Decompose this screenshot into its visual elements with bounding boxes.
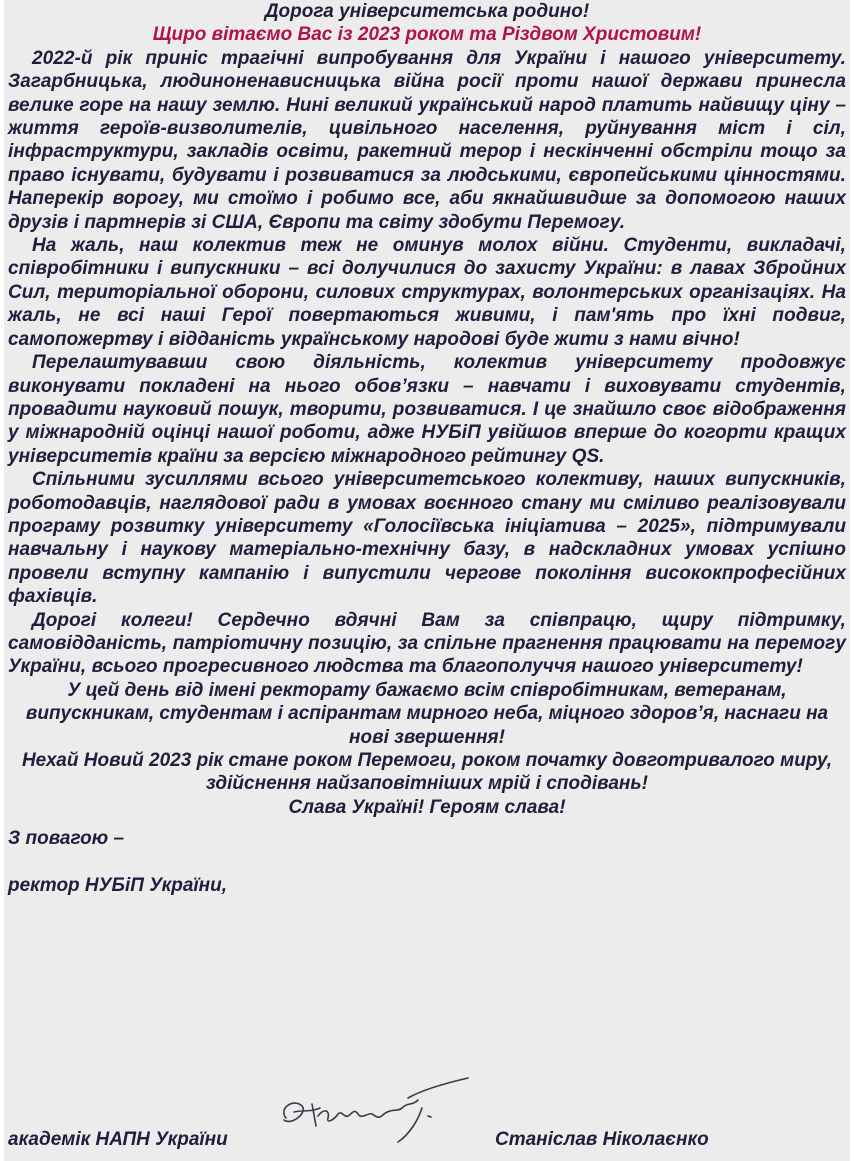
rector-position: ректор НУБіП України, <box>8 874 228 896</box>
signature-line <box>4 1128 850 1152</box>
paragraph-collective: На жаль, наш колектив теж не оминув молох війни. Студенти, викладачі, співробітники і випускники – всі долучилися до захисту України: в лавах Збройних Сил, територіальної оборони, силових структурах, волонтерських організаціях. На жаль, не всі наші Герої повертаються живими, і пам'ять про їхні подвиг, самопожертву і відданість українському народові буде жити з нами вічно! <box>8 235 846 350</box>
academic-title: академік НАПН України <box>8 1129 228 1150</box>
regards-line: З повагою – <box>8 828 125 850</box>
paragraph-university-work: Перелаштувавши свою діяльність, колектив університету продовжує виконувати покладені на нього обов’язки – навчати і виховувати студентів, провадити науковий пошук, творити, розвиватися. І це знайшло своє відображення у міжнародній оцінці нашої роботи, адже НУБіП увійшов вперше до когорти кращих університетів країни за версією міжнародного рейтингу QS. <box>8 352 846 467</box>
letter-body <box>4 0 850 897</box>
paragraph-war-trials: 2022-й рік приніс трагічні випробування для України і нашого університету. Загарбницька, людиноненависницька війна росії проти нашої держави принесла велике горе на нашу землю. Нині великий український народ платить найвищу ціну – життя героїв-визволителів, цивільного населення, руйнування міст і сіл, інфраструктури, закладів освіти, ракетний терор і нескінченні обстріли тощо за право існувати, будувати і розвиватися за людськими, європейськими цінностями. Наперекір ворогу, ми стоїмо і робимо все, аби якнайшвидше за допомогою наших друзів і партнерів зі США, Європи та світу здобути Перемогу. <box>8 47 846 233</box>
paragraph-joint-efforts: Спільними зусиллями всього університетського колективу, наших випускників, роботодавців, наглядової ради в умовах воєнного стану ми сміливо реалізовували програму розвитку університету «Голосіївська ініціатива – 2025», підтримували навчальну і наукову матеріально-технічну базу, в надскладних умовах успішно провели вступну кампанію і випустили чергове покоління висококпрофесійних фахівців. <box>8 469 846 608</box>
letter-sheet <box>4 0 850 1161</box>
wish-line-new-year: Нехай Новий 2023 рік стане роком Перемоги, роком початку довготривалого миру, здійснення найзаповітніших мрій і сподівань! <box>21 750 833 795</box>
wish-line-glory: Слава Україні! Героям слава! <box>288 796 566 818</box>
greeting: Дорога університетська родино! <box>264 1 590 22</box>
paragraph-gratitude: Дорогі колеги! Сердечно вдячні Вам за співпрацю, щиру підтримку, самовідданість, патріотичну позицію, за спільне прагнення працювати на перемогу України, всього прогресивного людства та благополуччя нашого університету! <box>8 609 846 678</box>
signatory-name: Станіслав Ніколаєнко <box>495 1129 709 1150</box>
wish-line-rectorate: У цей день від імені ректорату бажаємо всім співробітникам, ветеранам, випускникам, студентам і аспірантам мирного неба, міцного здоров’я, наснаги на нові звершення! <box>25 679 829 748</box>
holiday-wishes-heading: Щиро вітаємо Вас із 2023 роком та Різдвом Христовим! <box>152 24 702 46</box>
